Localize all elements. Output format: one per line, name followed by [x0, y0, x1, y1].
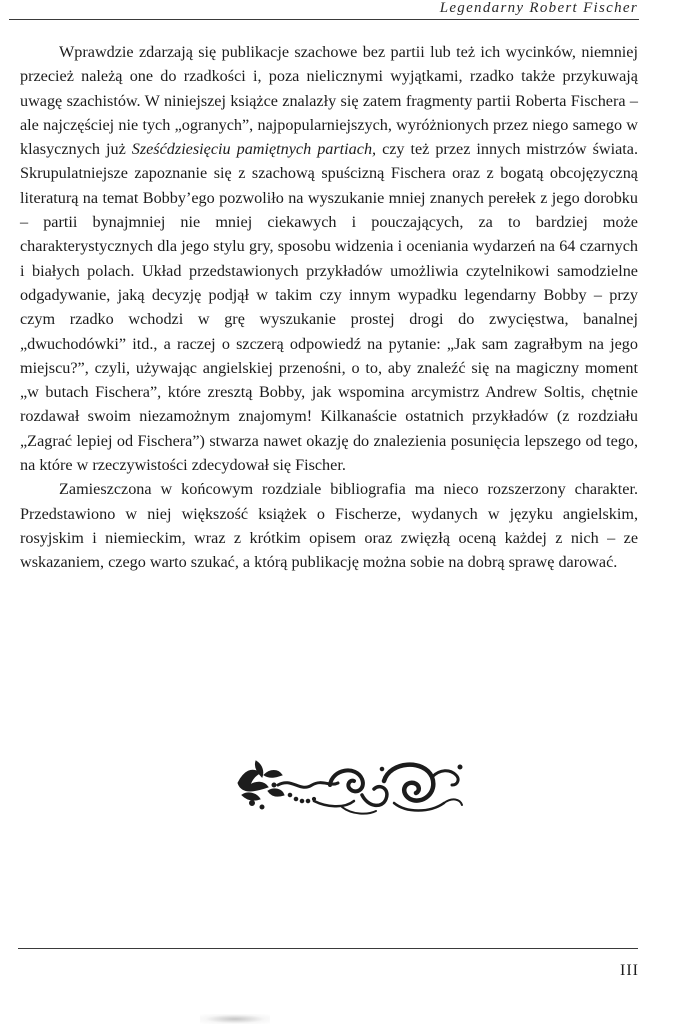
scan-artifact [200, 1014, 270, 1024]
book-title: Sześćdziesięciu pamiętnych partiach, [131, 140, 377, 159]
body-text [20, 40, 638, 575]
paragraph-1-text-start: Wprawdzie zdarzają się publikacje szachowe bez partii lub też ich wycinków, niemniej przecież należą one do rzadkości i, poza nielicznymi wyjątkami, rzadko także przykuwają uwagę szachistów. W niniejszej książce znalazły się zatem fragmenty partii Roberta Fischera – ale najczęściej nie tych „ogranych”, najpopularniejszych, wyróżnionych przez niego samego w klasycznych już [20, 43, 638, 159]
page-number: III [620, 962, 639, 979]
paragraph-1-text-end: czy też przez innych mistrzów świata. Skrupulatniejsze zapoznanie się z szachową spuścizną Fischera oraz z bogatą obcojęzyczną literaturą na temat Bobby’ego pozwoliło na wyszukanie mniej znanych perełek z jego dorobku – partii bynajmniej nie mniej ciekawych i pouczających, za to bardziej może charakterystycznych dla jego stylu gry, sposobu widzenia i oceniania wydarzeń na 64 czarnych i białych polach. Układ przedstawionych przykładów umożliwia czytelnikowi samodzielne odgadywanie, jaką decyzję podjął w takim czy innym wypadku legendarny Bobby – przy czym rzadko wchodzi w grę wyszukanie prostej drogi do zwycięstwa, banalnej „dwuchodówki” itd., a raczej o szczerą odpowiedź na pytanie: „Jak sam zagrałbym na jego miejscu?”, czyli, używając angielskiej przenośni, o to, aby znaleźć się na magiczny moment „w butach Fischera”, które zresztą Bobby, jak wspomina arcymistrz Andrew Soltis, chętnie rozdawał swoim niezamożnym znajomym! Kilkanaście ostatnich przykładów (z rozdziału „Zagrać lepiej od Fischera”) stwarza nawet okazję do znalezienia posunięcia lepszego od tego, na które w rzeczywistości zdecydował się Fischer. [20, 140, 638, 475]
floral-scroll-ornament-icon [234, 755, 466, 817]
paragraph-1 [20, 40, 638, 477]
footer-rule [18, 948, 638, 949]
paragraph-2: Zamieszczona w końcowym rozdziale bibliografia ma nieco rozszerzony charakter. Przedstawiono w niej większość książek o Fischerze, wydanych w języku angielskim, rosyjskim i niemieckim, wraz z krótkim opisem oraz zwięzłą oceną każdej z nich – ze wskazaniem, czego warto szukać, a którą publikację można sobie na dobrą sprawę darować. [20, 480, 638, 572]
running-head-title: Legendarny Robert Fischer [439, 0, 638, 16]
header-rule [9, 19, 639, 20]
